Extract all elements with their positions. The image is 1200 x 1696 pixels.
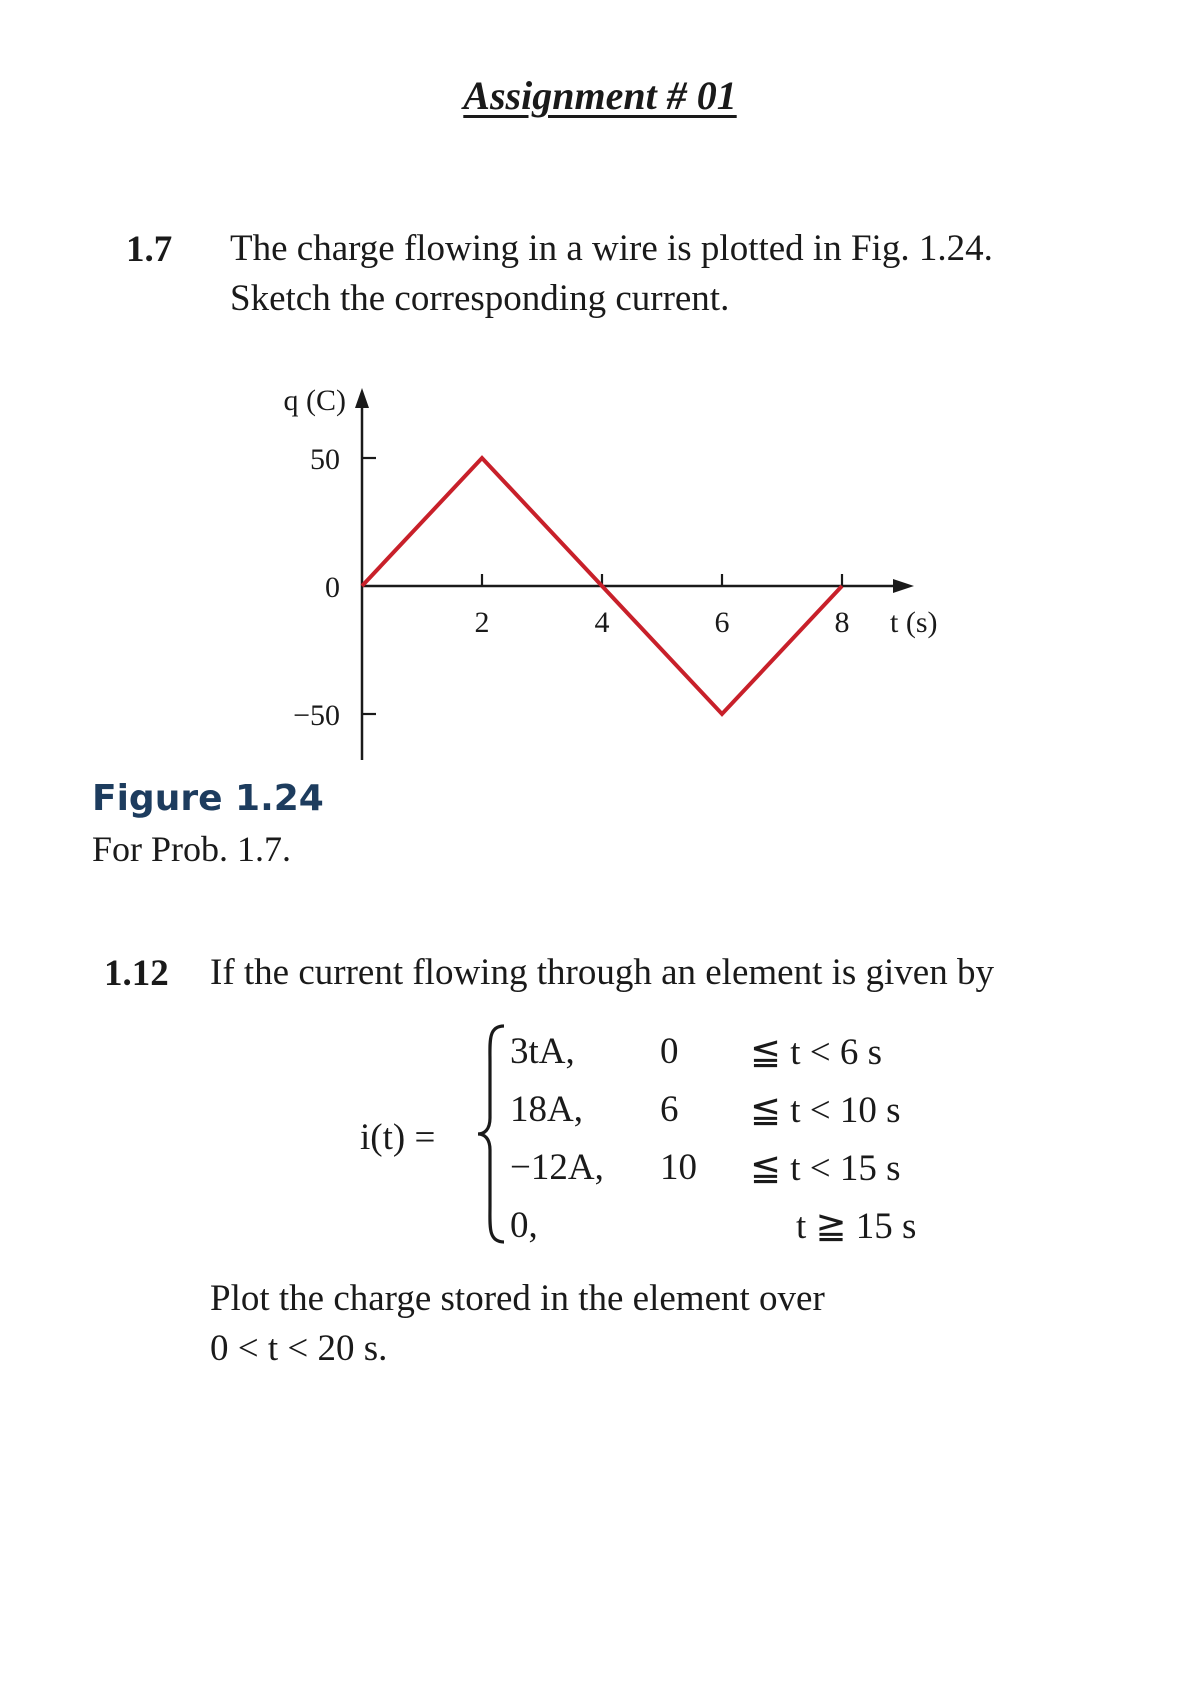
case-3-lower: 10 — [660, 1147, 697, 1188]
assignment-title-text: Assignment # 01 — [463, 73, 737, 118]
case-4-value: 0, — [510, 1205, 538, 1246]
equation-lhs: i(t) = — [360, 1117, 436, 1158]
problem-1-7-statement — [230, 224, 993, 324]
y-tick-label: 0 — [325, 571, 340, 604]
problem-1-7-number: 1.7 — [126, 229, 173, 270]
x-tick-label: 6 — [714, 606, 730, 639]
problem-1-12-outro-line2: 0 < t < 20 s. — [210, 1328, 388, 1369]
x-tick-label: 8 — [834, 606, 850, 639]
case-3-relation: ≦ t < 15 s — [750, 1148, 901, 1189]
x-axis-label: t (s) — [890, 606, 938, 639]
case-2-lower: 6 — [660, 1089, 679, 1130]
assignment-title — [0, 72, 1200, 119]
case-2-value: 18A, — [510, 1089, 583, 1130]
charge-vs-time-chart — [0, 360, 1000, 780]
figure-caption-title: Figure 1.24 — [92, 778, 324, 819]
case-1-lower: 0 — [660, 1031, 679, 1072]
problem-1-12-number: 1.12 — [104, 953, 169, 994]
y-axis-label: q (C) — [283, 384, 346, 417]
case-1-value: 3tA, — [510, 1031, 575, 1072]
x-axis-arrow-icon — [893, 579, 914, 593]
case-4-relation: t ≧ 15 s — [796, 1206, 917, 1247]
problem-1-12-outro-line1: Plot the charge stored in the element over — [210, 1278, 825, 1319]
left-brace-icon — [474, 1022, 510, 1246]
x-tick-label: 2 — [474, 606, 490, 639]
y-axis-arrow-icon — [355, 388, 369, 408]
case-2-relation: ≦ t < 10 s — [750, 1090, 901, 1131]
problem-1-7-line1: The charge flowing in a wire is plotted in Fig. 1.24. — [230, 228, 993, 269]
y-tick-label: −50 — [293, 699, 340, 732]
figure-caption-subtitle: For Prob. 1.7. — [92, 829, 292, 869]
problem-1-12-intro: If the current flowing through an element is given by — [210, 952, 994, 993]
case-1-relation: ≦ t < 6 s — [750, 1032, 883, 1073]
y-tick-label: 50 — [310, 443, 340, 476]
case-3-value: −12A, — [510, 1147, 604, 1188]
problem-1-12-outro — [210, 1274, 825, 1374]
problem-1-7-line2: Sketch the corresponding current. — [230, 278, 730, 319]
x-tick-label: 4 — [594, 606, 610, 639]
